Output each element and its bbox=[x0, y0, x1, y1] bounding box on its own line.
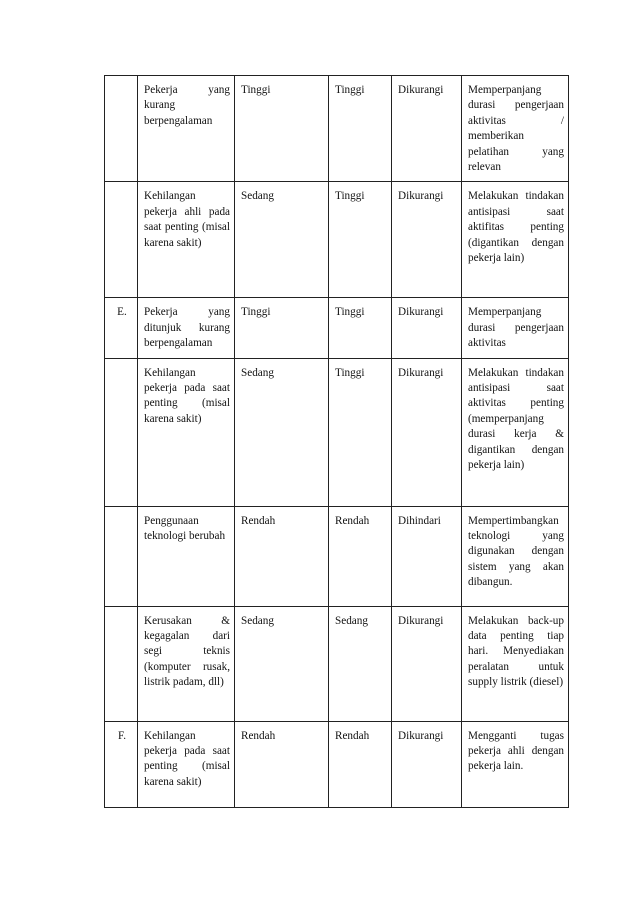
risk-cell: Pekerja yang kurang berpengalaman bbox=[138, 76, 235, 182]
mitigation-cell: Melakukan tindakan antisipasi saat aktivitas penting (memperpanjang durasi kerja & digantikan dengan pekerja lain) bbox=[462, 358, 569, 506]
mitigation-cell: Melakukan back-up data penting tiap hari. Menyediakan peralatan untuk supply listrik (diesel) bbox=[462, 606, 569, 721]
risk-cell: Kehilangan pekerja pada saat penting (misal karena sakit) bbox=[138, 358, 235, 506]
probability-cell: Tinggi bbox=[235, 298, 329, 358]
table-row bbox=[105, 76, 569, 182]
action-cell: Dikurangi bbox=[392, 182, 462, 298]
probability-cell: Sedang bbox=[235, 606, 329, 721]
action-cell: Dihindari bbox=[392, 506, 462, 606]
risk-cell: Kerusakan & kegagalan dari segi teknis (komputer rusak, listrik padam, dll) bbox=[138, 606, 235, 721]
risk-cell: Pekerja yang ditunjuk kurang berpengalaman bbox=[138, 298, 235, 358]
action-cell: Dikurangi bbox=[392, 298, 462, 358]
probability-cell: Sedang bbox=[235, 358, 329, 506]
action-cell: Dikurangi bbox=[392, 606, 462, 721]
probability-cell: Sedang bbox=[235, 182, 329, 298]
table-row bbox=[105, 506, 569, 606]
probability-cell: Rendah bbox=[235, 506, 329, 606]
row-number-cell bbox=[105, 606, 138, 721]
probability-cell: Tinggi bbox=[235, 76, 329, 182]
probability-cell: Rendah bbox=[235, 721, 329, 807]
table-row bbox=[105, 182, 569, 298]
mitigation-cell: Memperpanjang durasi pengerjaan aktivitas bbox=[462, 298, 569, 358]
mitigation-cell: Melakukan tindakan antisipasi saat aktifitas penting (digantikan dengan pekerja lain) bbox=[462, 182, 569, 298]
row-number-cell bbox=[105, 76, 138, 182]
risk-cell: Penggunaan teknologi berubah bbox=[138, 506, 235, 606]
impact-cell: Tinggi bbox=[329, 358, 392, 506]
table-row bbox=[105, 606, 569, 721]
risk-cell: Kehilangan pekerja pada saat penting (misal karena sakit) bbox=[138, 721, 235, 807]
table-row bbox=[105, 298, 569, 358]
impact-cell: Tinggi bbox=[329, 76, 392, 182]
row-number-cell bbox=[105, 182, 138, 298]
risk-table bbox=[104, 75, 569, 808]
impact-cell: Sedang bbox=[329, 606, 392, 721]
row-number-cell: F. bbox=[105, 721, 138, 807]
action-cell: Dikurangi bbox=[392, 358, 462, 506]
impact-cell: Tinggi bbox=[329, 298, 392, 358]
impact-cell: Rendah bbox=[329, 506, 392, 606]
impact-cell: Tinggi bbox=[329, 182, 392, 298]
table-row bbox=[105, 721, 569, 807]
action-cell: Dikurangi bbox=[392, 721, 462, 807]
impact-cell: Rendah bbox=[329, 721, 392, 807]
mitigation-cell: Mempertimbangkan teknologi yang digunakan dengan sistem yang akan dibangun. bbox=[462, 506, 569, 606]
row-number-cell: E. bbox=[105, 298, 138, 358]
row-number-cell bbox=[105, 358, 138, 506]
mitigation-cell: Mengganti tugas pekerja ahli dengan pekerja lain. bbox=[462, 721, 569, 807]
table-row bbox=[105, 358, 569, 506]
risk-cell: Kehilangan pekerja ahli pada saat penting (misal karena sakit) bbox=[138, 182, 235, 298]
mitigation-cell: Memperpanjang durasi pengerjaan aktivitas / memberikan pelatihan yang relevan bbox=[462, 76, 569, 182]
row-number-cell bbox=[105, 506, 138, 606]
action-cell: Dikurangi bbox=[392, 76, 462, 182]
